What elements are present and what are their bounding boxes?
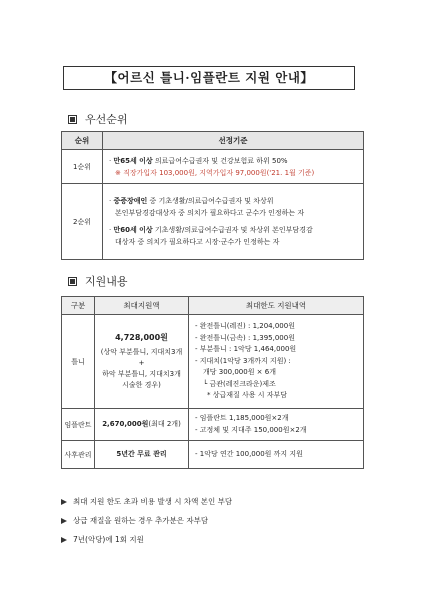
detail-cell <box>189 315 364 409</box>
criteria-text: 의료급여수급권자 및 건강보험료 하위 50% <box>152 156 288 165</box>
amount-value: 2,670,000원 <box>102 420 149 428</box>
criteria-line: · 만65세 이상 의료급여수급권자 및 건강보험료 하위 50% <box>109 156 288 165</box>
section-priority-heading <box>68 111 128 127</box>
rank-cell: 1순위 <box>62 150 103 184</box>
square-bullet-icon <box>68 115 77 124</box>
section-support-heading <box>68 273 128 289</box>
notes-list <box>61 492 232 549</box>
criteria-line: · 만60세 이상 기초생활/의료급여수급권자 및 차상위 본인부담경감 <box>109 226 313 234</box>
detail-line: └ 금관(레진크라운)제조 <box>203 379 276 388</box>
table-row <box>62 150 364 184</box>
priority-table <box>61 131 364 260</box>
detail-line: - 1악당 연간 100,000원 까지 지원 <box>195 449 303 458</box>
criteria-bold-text: 만65세 이상 <box>113 156 153 165</box>
condition-line: (상악 부분틀니, 지대치3개 <box>100 348 183 356</box>
detail-line: - 임플란트 1,185,000원×2개 <box>195 414 289 422</box>
table-row <box>62 315 364 409</box>
detail-line: - 완전틀니(금속) : 1,395,000원 <box>195 333 295 342</box>
criteria-line: · 중증장애인 중 기초생활/의료급여수급권자 및 차상위 <box>109 197 274 205</box>
rank-cell: 2순위 <box>62 184 103 260</box>
table-header-row <box>62 132 364 150</box>
support-table <box>61 296 364 469</box>
table-row <box>62 409 364 441</box>
triangle-bullet-icon <box>61 518 67 524</box>
amount-note: (최대 2개) <box>148 420 181 428</box>
amount-value: 4,728,000원 <box>115 333 168 342</box>
list-item <box>61 492 232 511</box>
col-type-header: 구분 <box>62 297 95 315</box>
col-rank-header: 순위 <box>62 132 103 150</box>
amount-cell <box>95 441 189 469</box>
col-max-header: 최대지원액 <box>95 297 189 315</box>
criteria-note: ※ 직장가입자 103,000원, 지역가입자 97,000원('21. 1월 기준) <box>115 168 315 177</box>
triangle-bullet-icon <box>61 499 67 505</box>
col-criteria-header: 선정기준 <box>103 132 364 150</box>
table-header-row <box>62 297 364 315</box>
detail-line: - 완전틀니(레진) : 1,204,000원 <box>195 322 295 331</box>
detail-cell <box>189 409 364 441</box>
note-text: 상급 재질을 원하는 경우 추가분은 자부담 <box>73 516 209 525</box>
type-cell: 틀니 <box>62 315 95 409</box>
section-priority-label: 우선순위 <box>85 113 128 126</box>
criteria-continuation: 본인부담경감대상자 중 의치가 필요하다고 군수가 인정하는 자 <box>115 209 305 217</box>
section-support-label: 지원내용 <box>85 275 128 288</box>
detail-line: * 상급재질 사용 시 자부담 <box>207 391 288 400</box>
type-cell: 임플란트 <box>62 409 95 441</box>
detail-line: - 고정체 및 지대주 150,000원×2개 <box>195 425 307 434</box>
criteria-text: 중 기초생활/의료급여수급권자 및 차상위 <box>147 197 274 205</box>
amount-cell <box>95 409 189 441</box>
criteria-bold-text: 중증장애인 <box>113 197 148 205</box>
detail-line: 개당 300,000원 × 6개 <box>203 368 276 377</box>
criteria-continuation: 대상자 중 의치가 필요하다고 시장·군수가 인정하는 자 <box>115 238 280 246</box>
condition-line: + <box>138 359 145 367</box>
note-text: 최대 지원 한도 초과 비용 발생 시 차액 본인 부담 <box>73 497 233 506</box>
criteria-bold-text: 만60세 이상 <box>113 226 153 234</box>
detail-line: - 지대치(1악당 3개까지 지원) : <box>195 356 291 365</box>
square-bullet-icon <box>68 277 77 286</box>
list-item <box>61 530 232 549</box>
criteria-cell <box>103 150 364 184</box>
list-item <box>61 511 232 530</box>
amount-cell <box>95 315 189 409</box>
type-cell: 사후관리 <box>62 441 95 469</box>
amount-value: 5년간 무료 관리 <box>116 450 167 458</box>
condition-line: 하악 부분틀니, 지대치3개 <box>102 370 181 378</box>
criteria-cell <box>103 184 364 260</box>
note-text: 7년(악당)에 1회 지원 <box>73 535 144 544</box>
page-title: 【어르신 틀니·임플란트 지원 안내】 <box>63 66 355 90</box>
detail-cell <box>189 441 364 469</box>
detail-line: - 부분틀니 : 1악당 1,464,000원 <box>195 345 297 354</box>
col-detail-header: 최대한도 지원내역 <box>189 297 364 315</box>
condition-line: 시술한 경우) <box>122 381 161 389</box>
table-row <box>62 441 364 469</box>
table-row <box>62 184 364 260</box>
triangle-bullet-icon <box>61 537 67 543</box>
criteria-text: 기초생활/의료급여수급권자 및 차상위 본인부담경감 <box>152 226 313 234</box>
